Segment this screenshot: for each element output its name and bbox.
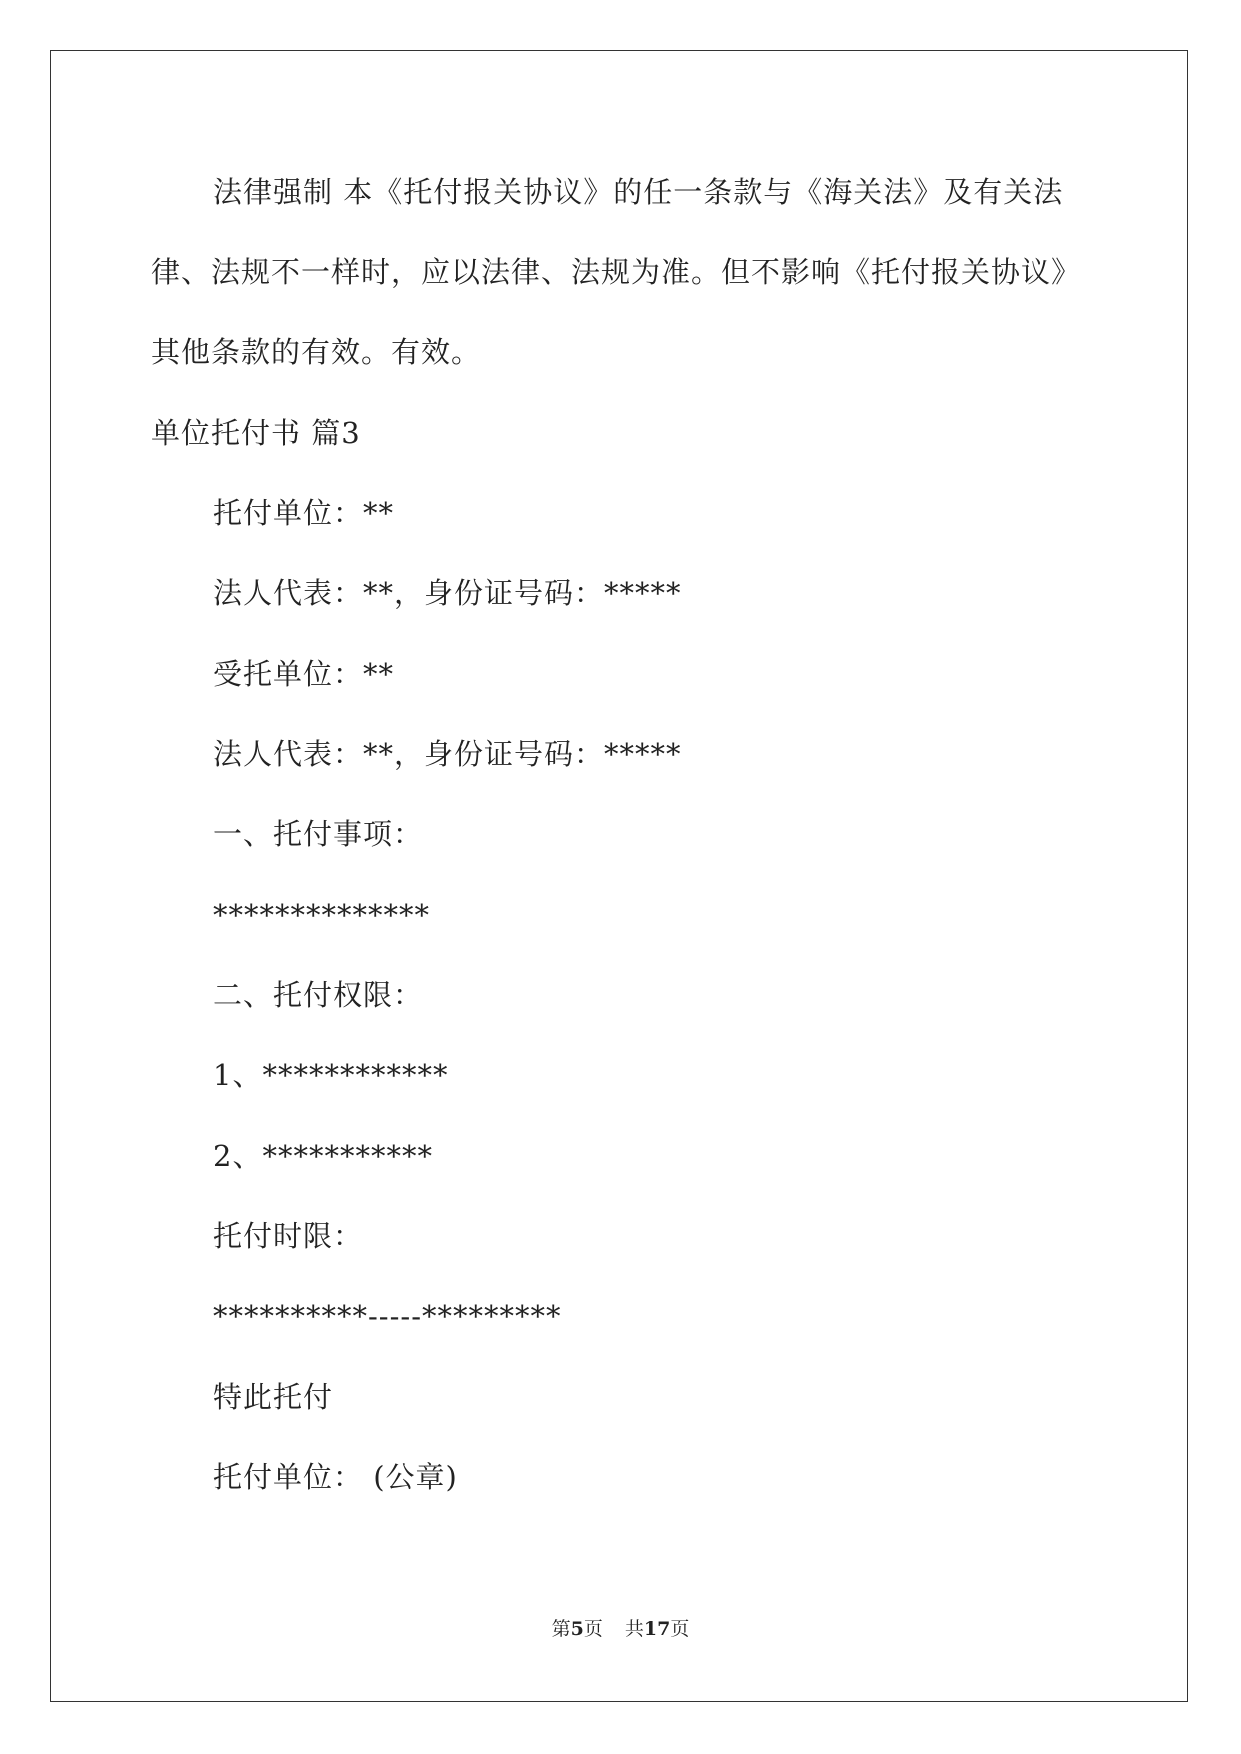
paragraph-line-1: 法律强制 本《托付报关协议》的任一条款与《海关法》及有关法 <box>213 175 1064 209</box>
authority-item-2: 2、*********** <box>213 1139 433 1173</box>
page-prefix: 第 <box>551 1618 571 1640</box>
agent-representative-line: 法人代表：**，身份证号码：***** <box>213 737 682 771</box>
total-suffix: 页 <box>670 1618 690 1640</box>
page-number: 5 <box>570 1618 584 1640</box>
matters-content: ************** <box>213 898 430 932</box>
page-suffix: 页 <box>583 1618 603 1640</box>
principal-representative-line: 法人代表：**，身份证号码：***** <box>213 576 682 610</box>
page-border <box>50 50 1188 1702</box>
term-content: **********-----********* <box>213 1299 562 1333</box>
agent-unit-line: 受托单位：** <box>213 657 395 691</box>
page-footer <box>0 1617 1241 1641</box>
total-pages: 17 <box>643 1618 671 1640</box>
paragraph-line-3: 其他条款的有效。有效。 <box>151 335 482 369</box>
paragraph-line-2: 律、法规不一样时，应以法律、法规为准。但不影响《托付报关协议》 <box>151 255 1082 289</box>
principal-unit-line: 托付单位：** <box>213 496 395 530</box>
total-prefix: 共 <box>624 1618 644 1640</box>
section-heading: 单位托付书 篇3 <box>151 416 361 450</box>
authority-heading: 二、托付权限： <box>213 978 424 1012</box>
matters-heading: 一、托付事项： <box>213 817 424 851</box>
authority-item-1: 1、************ <box>213 1058 449 1092</box>
term-heading: 托付时限： <box>213 1219 364 1253</box>
hereby-line: 特此托付 <box>213 1380 334 1414</box>
seal-line: 托付单位： (公章) <box>213 1460 458 1494</box>
